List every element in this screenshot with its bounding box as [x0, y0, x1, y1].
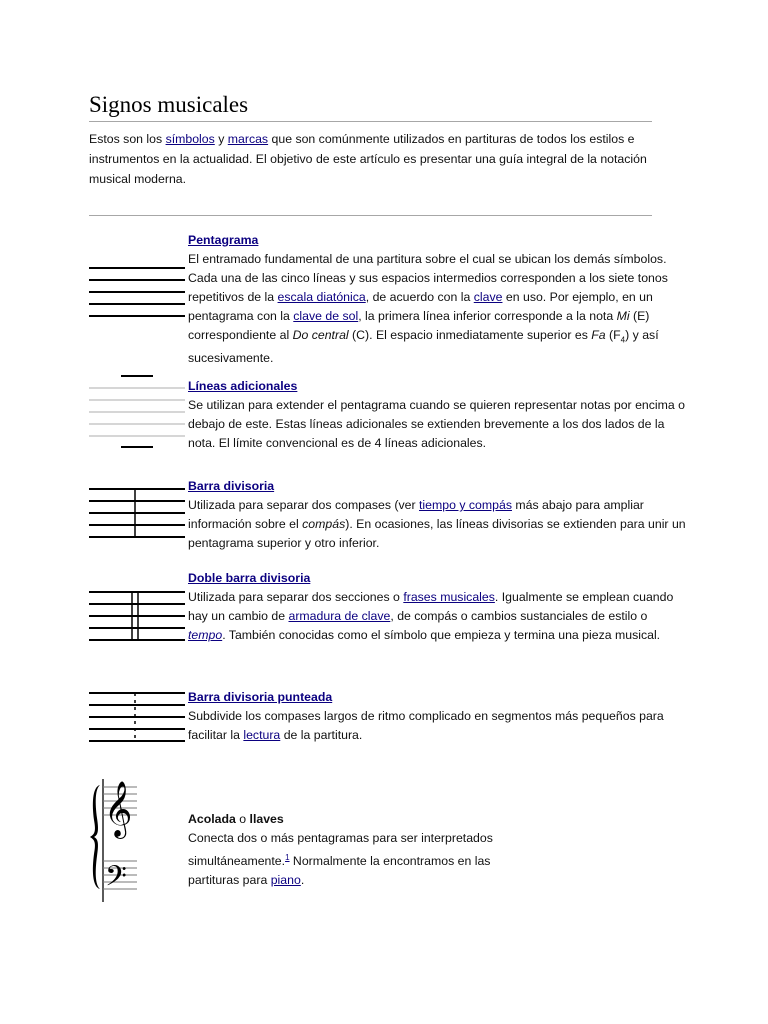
note-mi: Mi [616, 309, 630, 323]
text: , de acuerdo con la [365, 290, 474, 304]
section-acolada [188, 810, 688, 890]
text: Utilizada para separar dos secciones o [188, 590, 404, 604]
treble-clef-icon: 𝄞 [104, 781, 133, 837]
doble-barra-heading-link[interactable]: Doble barra divisoria [188, 571, 311, 585]
barra-divisoria-heading-link[interactable]: Barra divisoria [188, 479, 275, 493]
acolada-heading [188, 810, 688, 829]
text: Normalmente la encontramos en las partituras para [188, 854, 491, 888]
page-title: Signos musicales [89, 92, 249, 117]
dotted-barline-figure [89, 688, 185, 744]
intro-paragraph [89, 130, 664, 189]
text: Utilizada para separar dos compases (ver [188, 498, 420, 512]
pentagrama-heading-link[interactable]: Pentagrama [188, 233, 259, 247]
text: de la partitura. [280, 728, 363, 742]
tempo-link[interactable]: tempo [188, 628, 223, 642]
staff-figure [89, 262, 185, 324]
simbolos-link[interactable]: símbolos [165, 132, 215, 146]
acolada-term: Acolada [188, 812, 236, 826]
punteada-text [188, 707, 688, 745]
text: en uso. Por ejemplo, en un pentagrama con la [188, 290, 653, 323]
section-barra-divisoria [188, 477, 688, 553]
section-divider [89, 215, 652, 216]
text: . También conocidas como el símbolo que empieza y termina una pieza musical. [222, 628, 661, 642]
note-fa: Fa [591, 328, 606, 342]
text: ) y así sucesivamente. [188, 328, 659, 366]
note-do-central: Do central [292, 328, 349, 342]
text: , de compás o cambios sustanciales de estilo o [390, 609, 648, 623]
intro-text: y [214, 132, 228, 146]
footnote-link[interactable]: 1 [285, 853, 290, 862]
double-barline-figure [89, 587, 185, 643]
title-divider [89, 121, 652, 122]
lectura-link[interactable]: lectura [243, 728, 281, 742]
lineas-adicionales-heading-link[interactable]: Líneas adicionales [188, 379, 298, 393]
clave-link[interactable]: clave [473, 290, 503, 304]
text: , la primera línea inferior corresponde a la nota [358, 309, 617, 323]
pentagrama-text [188, 250, 688, 368]
tiempo-y-compas-link[interactable]: tiempo y compás [419, 498, 512, 512]
text: Subdivide los compases largos de ritmo complicado en segmentos más pequeños para facilitar la [188, 709, 664, 742]
text: ). En ocasiones, las líneas divisorias se extienden para unir un pentagrama superior y otro inferior. [188, 517, 686, 550]
doble-text [188, 588, 688, 645]
text: (F [605, 328, 621, 342]
text: (C). El espacio inmediatamente superior es [348, 328, 592, 342]
marcas-link[interactable]: marcas [227, 132, 269, 146]
bass-clef-icon: 𝄢 [105, 860, 127, 900]
clave-de-sol-link[interactable]: clave de sol [293, 309, 359, 323]
section-pentagrama [188, 231, 688, 368]
llaves-term: llaves [249, 812, 284, 826]
text: más abajo para ampliar información sobre el [188, 498, 644, 531]
frases-musicales-link[interactable]: frases musicales [403, 590, 495, 604]
intro-text: Estos son los [89, 132, 166, 146]
escala-diatonica-link[interactable]: escala diatónica [277, 290, 366, 304]
brace-icon [90, 785, 100, 889]
piano-link[interactable]: piano [270, 873, 301, 888]
section-barra-punteada [188, 688, 688, 745]
compas-term: compás [302, 517, 346, 531]
text: . [300, 873, 305, 888]
text: El entramado fundamental de una partitura sobre el cual se ubican los demás símbolos. Cada una de las cinco líneas y sus espacios intermedios corresponden a los siete tonos repetitivos de la [188, 252, 668, 304]
barra-text [188, 496, 688, 553]
text: Conecta dos o más pentagramas para ser interpretados simultáneamente. [188, 831, 493, 869]
text: (E) correspondiente al [188, 309, 650, 342]
acolada-text [188, 829, 518, 890]
intro-text: que son comúnmente utilizados en partituras de todos los estilos e instrumentos en la actualidad. El objetivo de este artículo es presentar una guía integral de la notación musical moderna. [89, 132, 647, 186]
armadura-de-clave-link[interactable]: armadura de clave [288, 609, 391, 623]
barline-figure [89, 484, 185, 540]
grand-staff-brace-figure [89, 765, 141, 910]
subscript: 4 [620, 335, 626, 345]
section-lineas-adicionales [188, 377, 688, 453]
text: o [235, 812, 250, 826]
text: . Igualmente se emplean cuando hay un cambio de [188, 590, 674, 623]
lineas-text: Se utilizan para extender el pentagrama cuando se quieren representar notas por encima o debajo de este. Estas líneas adicionales se extienden brevemente a los dos lados de la nota. El límite convencional es de 4 líneas adicionales. [188, 398, 685, 450]
barra-punteada-heading-link[interactable]: Barra divisoria punteada [188, 690, 333, 704]
section-doble-barra [188, 569, 688, 645]
ledger-lines-figure [89, 370, 185, 450]
